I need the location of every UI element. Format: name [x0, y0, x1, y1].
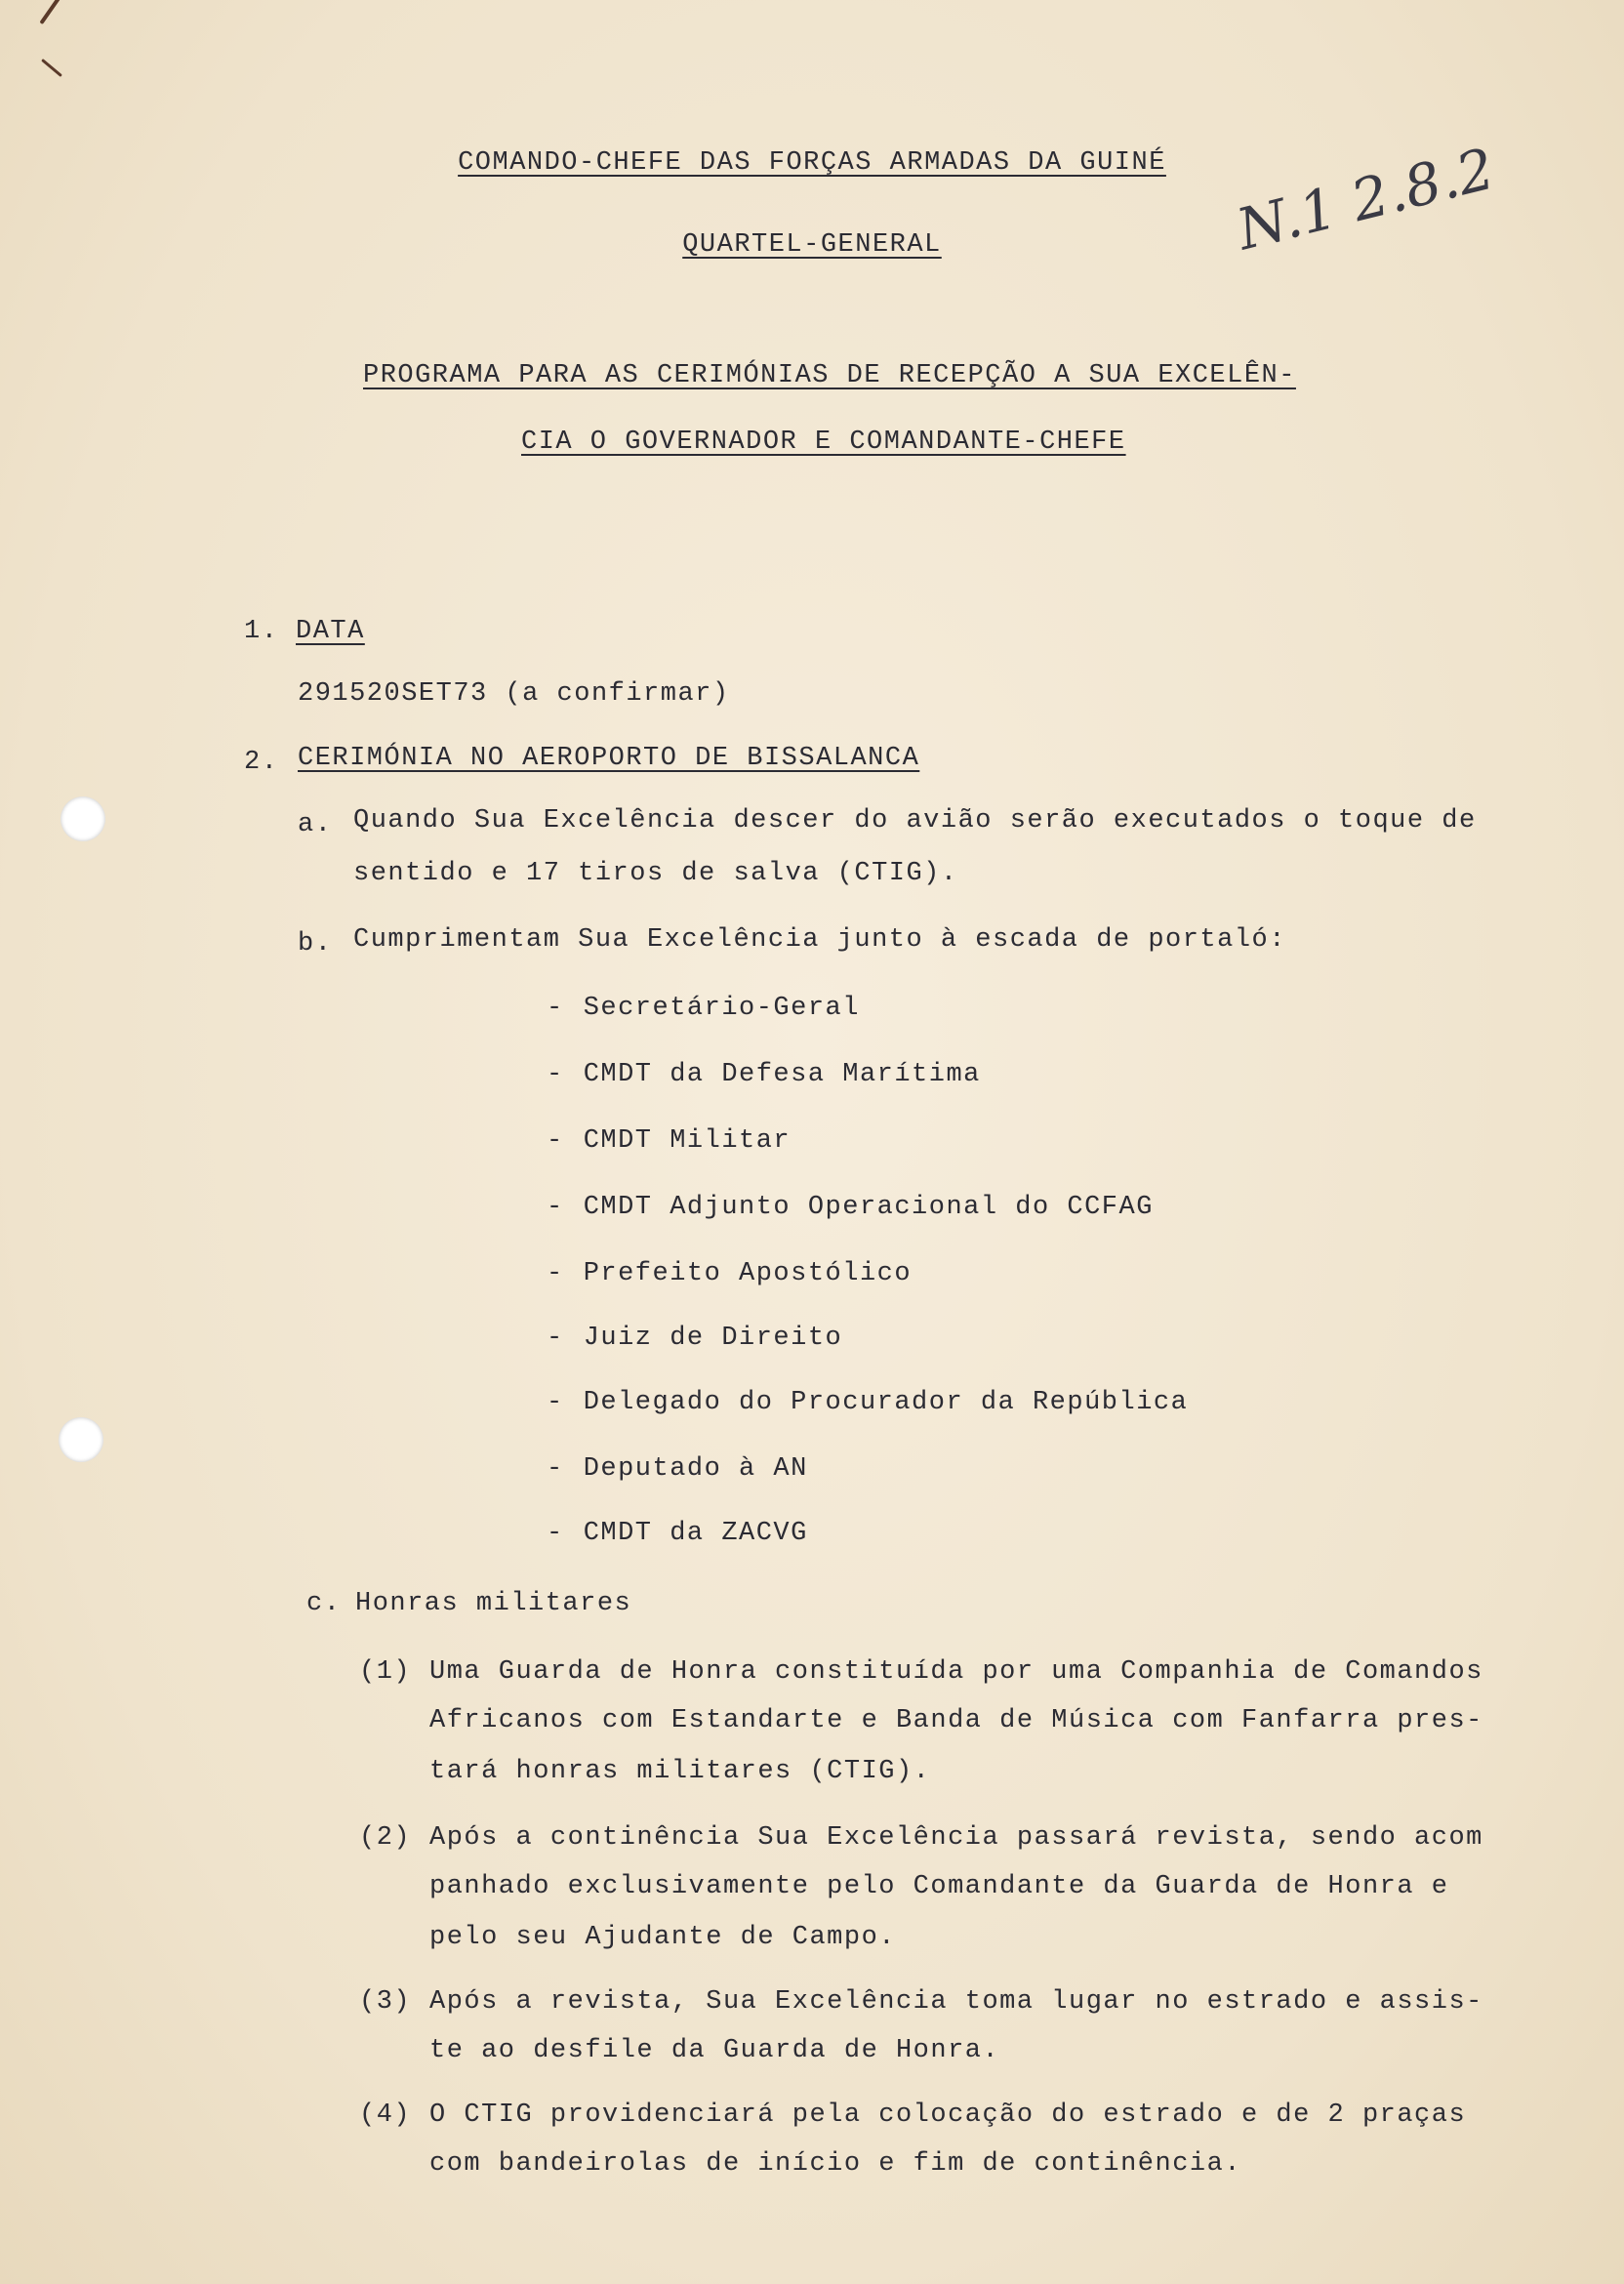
honor-line: panhado exclusivamente pelo Comandante da Guarda de Honra e — [429, 1872, 1449, 1901]
honor-line: tará honras militares (CTIG). — [429, 1757, 931, 1786]
list-item: - Secretário-Geral — [547, 994, 860, 1023]
item-c-text: Honras militares — [355, 1589, 632, 1618]
honor-number: (2) — [359, 1823, 412, 1853]
honor-line: te ao desfile da Guarda de Honra. — [429, 2036, 1000, 2065]
list-item: - Delegado do Procurador da República — [547, 1388, 1189, 1417]
item-b-text: Cumprimentam Sua Excelência junto à escada de portaló: — [353, 925, 1286, 955]
section-2-heading: CERIMÓNIA NO AEROPORTO DE BISSALANCA — [298, 744, 920, 773]
item-c-label: c. — [306, 1589, 342, 1618]
honor-number: (1) — [359, 1657, 412, 1687]
punch-hole-top — [61, 796, 105, 841]
item-a-line-2: sentido e 17 tiros de salva (CTIG). — [353, 859, 958, 888]
honor-line: pelo seu Ajudante de Campo. — [429, 1923, 896, 1952]
list-item: - CMDT Militar — [547, 1126, 792, 1156]
section-1-date: 291520SET73 (a confirmar) — [298, 679, 730, 709]
honor-number: (3) — [359, 1987, 412, 2017]
pen-mark — [41, 59, 62, 77]
list-item: - CMDT Adjunto Operacional do CCFAG — [547, 1193, 1154, 1222]
handwritten-annotation: N.1 2.8.2 — [1230, 135, 1501, 264]
section-2-number: 2. — [244, 748, 279, 777]
title-line-1: PROGRAMA PARA AS CERIMÓNIAS DE RECEPÇÃO A SUA EXCELÊN- — [363, 361, 1296, 390]
honor-line: Após a continência Sua Excelência passará revista, sendo acom — [429, 1823, 1483, 1853]
item-a-line-1: Quando Sua Excelência descer do avião serão executados o toque de — [353, 806, 1477, 836]
item-a-label: a. — [298, 810, 333, 839]
list-item: - CMDT da ZACVG — [547, 1519, 808, 1548]
list-item: - CMDT da Defesa Marítima — [547, 1060, 981, 1089]
header-quarters: QUARTEL-GENERAL — [682, 230, 942, 260]
honor-line: Uma Guarda de Honra constituída por uma Companhia de Comandos — [429, 1657, 1483, 1687]
list-item: - Prefeito Apostólico — [547, 1259, 913, 1288]
section-1-number: 1. — [244, 617, 279, 646]
section-1-heading: DATA — [296, 617, 365, 646]
honor-line: com bandeirolas de início e fim de continência. — [429, 2149, 1242, 2179]
item-b-label: b. — [298, 929, 333, 958]
list-item: - Juiz de Direito — [547, 1324, 843, 1353]
header-command: COMANDO-CHEFE DAS FORÇAS ARMADAS DA GUINÉ — [458, 148, 1166, 178]
pen-mark — [39, 0, 87, 24]
honor-number: (4) — [359, 2100, 412, 2130]
honor-line: O CTIG providenciará pela colocação do estrado e de 2 praças — [429, 2100, 1467, 2130]
honor-line: Africanos com Estandarte e Banda de Música com Fanfarra pres- — [429, 1706, 1483, 1735]
punch-hole-bottom — [59, 1417, 103, 1462]
list-item: - Deputado à AN — [547, 1454, 808, 1484]
title-line-2: CIA O GOVERNADOR E COMANDANTE-CHEFE — [521, 428, 1126, 457]
honor-line: Após a revista, Sua Excelência toma lugar no estrado e assis- — [429, 1987, 1483, 2017]
